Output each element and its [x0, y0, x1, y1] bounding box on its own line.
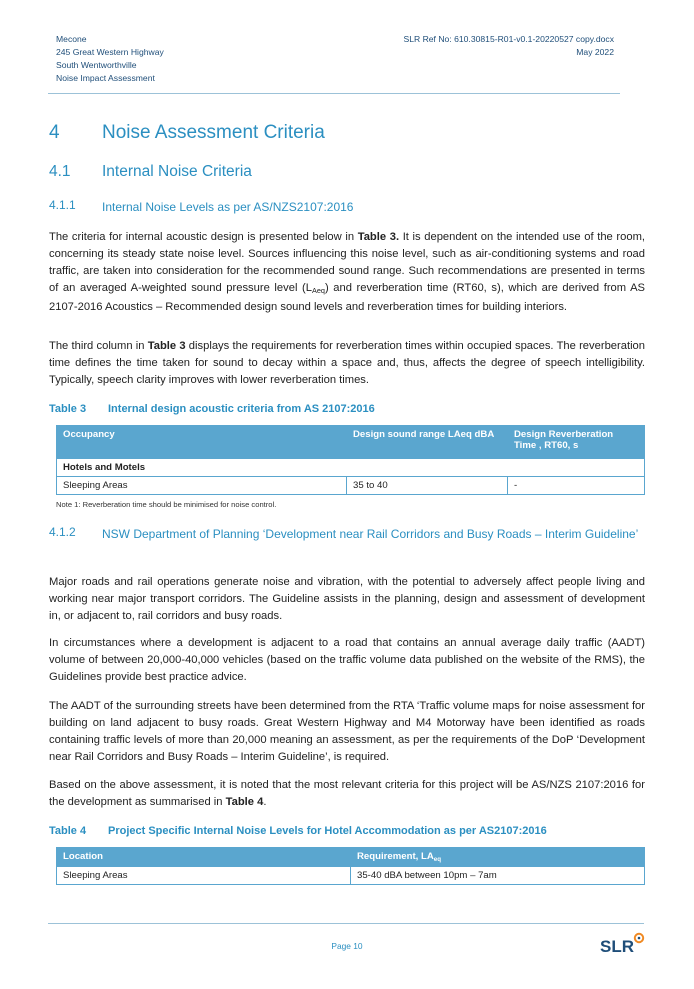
para6-table-ref: Table 4	[225, 796, 264, 808]
table-row	[57, 477, 645, 495]
header-date: May 2022	[576, 47, 614, 57]
sub1-title: Internal Noise Levels as per AS/NZS2107:2016	[102, 200, 354, 214]
table-row	[57, 867, 645, 885]
logo-dot	[638, 937, 641, 940]
table4-header-requirement	[351, 848, 645, 867]
table4-title: Project Specific Internal Noise Levels for Hotel Accommodation as per AS2107:2016	[108, 825, 547, 837]
table3-header-reverberation: Design Reverberation Time , RT60, s	[508, 426, 645, 459]
table3	[56, 425, 645, 495]
page-number: Page 10	[331, 941, 363, 951]
para1-subscript: Aeq	[312, 286, 325, 295]
slr-logo	[598, 932, 648, 956]
table3-header-row	[57, 426, 645, 459]
table3-caption	[49, 403, 375, 415]
table4-cell-location: Sleeping Areas	[57, 867, 351, 885]
paragraph-5: The AADT of the surrounding streets have been determined from the RTA ‘Traffic volume maps for noise assessment for building on land adjacent to busy roads. Great Western Highway and M4 Motorway have been identified as roads containing traffic levels of more than 20,000 meaning an assessment, as per the requirements of the DoP ‘Development near Rail Corridors and Busy Roads – Interim Guideline’, is required.	[49, 700, 645, 763]
section-title: Noise Assessment Criteria	[102, 122, 325, 143]
slr-logo-icon	[598, 932, 648, 956]
para1-text-end: ) and reverberation time (RT60, s), which are derived from AS 2107-2016 Acoustics – Recommended design sound levels and reverberation times for building interiors.	[49, 282, 646, 313]
logo-text: SLR	[600, 937, 634, 956]
header-suburb: South Wentworthville	[56, 60, 137, 70]
para1-table-ref: Table 3.	[357, 231, 400, 243]
table4-header-req-sub: eq	[433, 856, 442, 863]
section-number: 4	[49, 122, 60, 143]
header-report-title: Noise Impact Assessment	[56, 73, 155, 83]
table3-cell-reverb: -	[508, 477, 645, 495]
sub2-heading	[49, 525, 642, 543]
paragraph-2	[49, 338, 645, 389]
table3-cell-range: 35 to 40	[347, 477, 508, 495]
header-right	[403, 33, 614, 59]
sub1-heading	[49, 198, 642, 216]
sub1-number: 4.1.1	[49, 198, 76, 212]
sub2-number: 4.1.2	[49, 525, 76, 539]
table3-label: Table 3	[49, 403, 87, 415]
table4-caption	[49, 825, 547, 837]
header-ref: SLR Ref No: 610.30815-R01-v0.1-20220527 copy.docx	[403, 34, 614, 44]
table3-cell-occupancy: Sleeping Areas	[57, 477, 347, 495]
table3-group: Hotels and Motels	[57, 459, 645, 477]
header-left	[56, 33, 164, 85]
header-divider	[48, 93, 620, 94]
table4-header-location: Location	[57, 848, 351, 867]
table4-header-req-text: Requirement, LA	[357, 851, 434, 862]
table4-cell-requirement: 35-40 dBA between 10pm – 7am	[351, 867, 645, 885]
table4	[56, 847, 645, 885]
para6-text: Based on the above assessment, it is noted that the most relevant criteria for this project will be AS/NZS 2107:2016 for the development as summarised in	[49, 779, 645, 808]
subsection-number: 4.1	[49, 163, 71, 180]
para2-text: The third column in	[49, 340, 148, 352]
table3-note: Note 1: Reverberation time should be minimised for noise control.	[56, 500, 277, 509]
table3-header-occupancy: Occupancy	[57, 426, 347, 459]
table3-title: Internal design acoustic criteria from AS 2107:2016	[108, 403, 375, 415]
table3-header-sound-range: Design sound range LAeq dBA	[347, 426, 508, 459]
para2-text-end: displays the requirements for reverberation times within occupied spaces. The reverberation time defines the time taken for sound to decay within a space and, thus, affects the degree of speech intelligibility. Typically, speech clarity improves with lower reverberation times.	[49, 340, 645, 386]
table4-header-row	[57, 848, 645, 867]
section-heading	[49, 122, 325, 144]
paragraph-6	[49, 777, 645, 811]
table4-label: Table 4	[49, 825, 87, 837]
para2-table-ref: Table 3	[147, 340, 186, 352]
footer-divider	[48, 923, 644, 924]
paragraph-1	[49, 229, 645, 316]
paragraph-4: In circumstances where a development is adjacent to a road that contains an annual average daily traffic (AADT) volume of between 20,000-40,000 vehicles (based on the traffic volume data published on the website of the RMS), the Guidelines provide best practice advice.	[49, 637, 645, 683]
subsection-title: Internal Noise Criteria	[102, 163, 252, 180]
paragraph-3: Major roads and rail operations generate noise and vibration, with the potential to adversely affect people living and working near major transport corridors. The Guideline assists in the planning, design and assessment of development in, or adjacent to, rail corridors and busy roads.	[49, 576, 645, 622]
table3-group-row	[57, 459, 645, 477]
para6-text-end: .	[263, 796, 267, 808]
header-client: Mecone	[56, 34, 87, 44]
header-address: 245 Great Western Highway	[56, 47, 164, 57]
sub2-title: NSW Department of Planning ‘Development near Rail Corridors and Busy Roads – Interim Guideline’	[102, 527, 639, 541]
subsection-heading	[49, 163, 252, 181]
para1-text-mid: It is dependent on the intended use of the room, concerning its steady state noise level. Sources influencing this noise level, such as air-conditioning systems and road traffic, are taken into consideration for the recommended sound range. Such recommendations are presented in terms of an averaged A-weighted sound pressure level (L	[49, 231, 646, 294]
para1-text: The criteria for internal acoustic design is presented below in	[49, 231, 358, 243]
